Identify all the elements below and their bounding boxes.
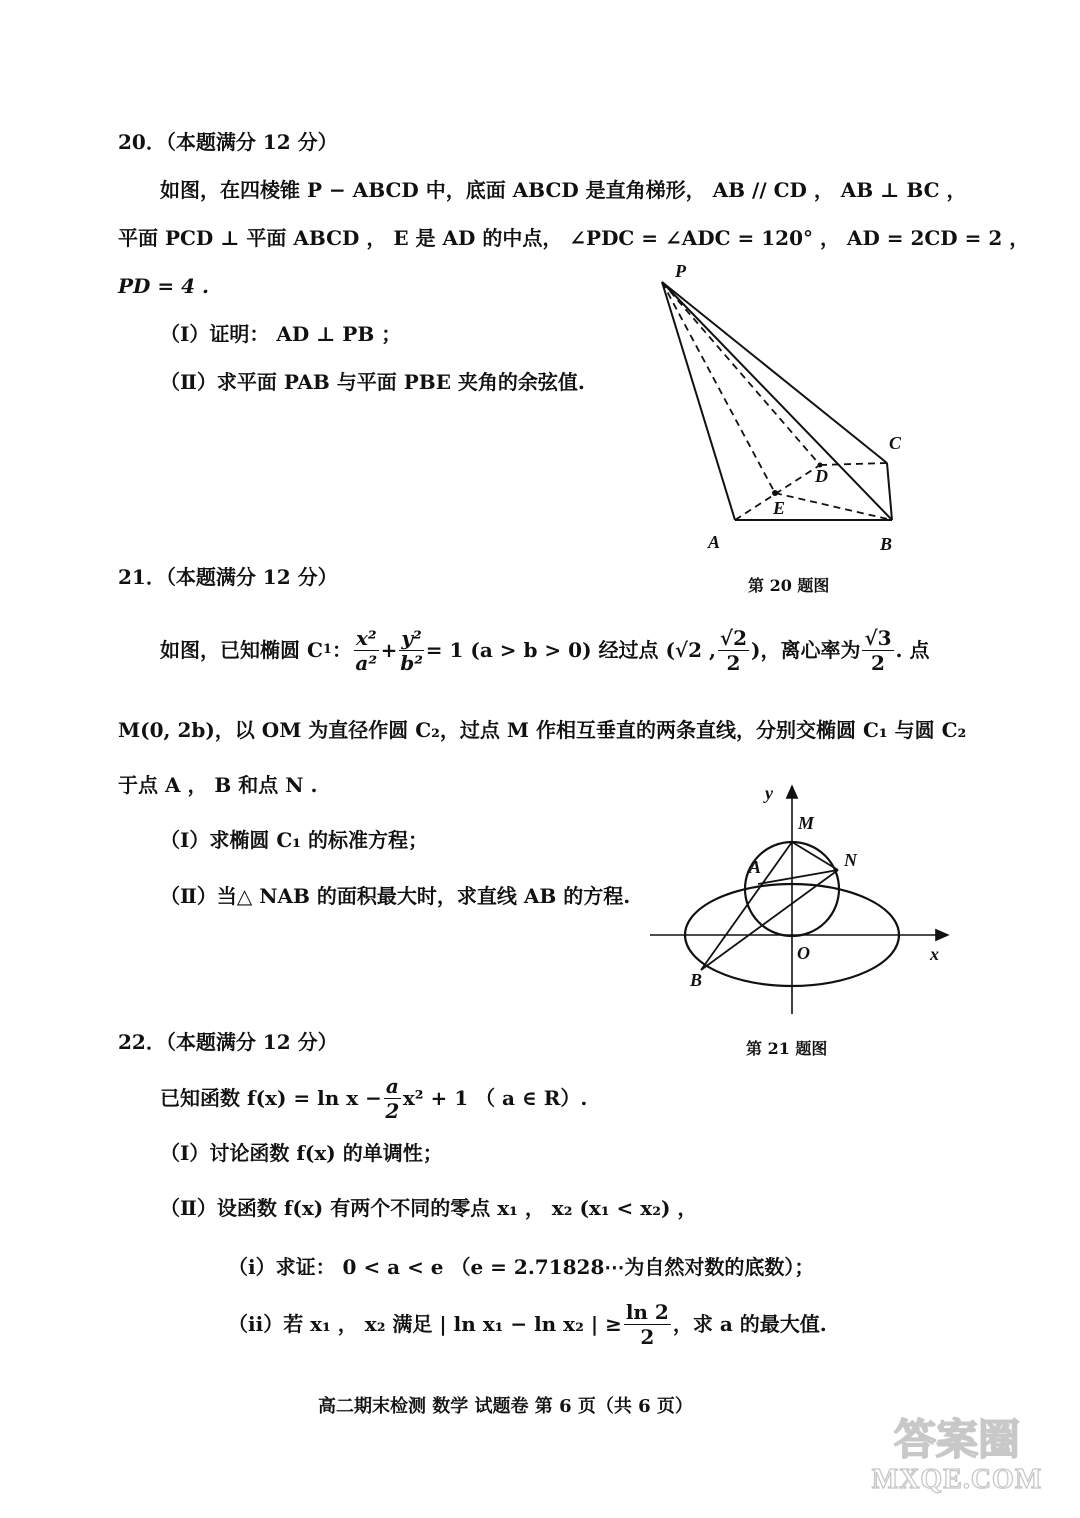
q21-part1: （Ⅰ）求椭圆 C₁ 的标准方程； <box>160 828 428 852</box>
q20-line3: PD = 4 . <box>118 274 209 298</box>
q22-sub2 <box>228 1296 827 1352</box>
q21-line1-c: )，离心率为 <box>750 638 861 662</box>
q21-line3: 于点 A ， B 和点 N . <box>118 773 318 797</box>
q20-part1: （Ⅰ）证明： AD ⊥ PB ； <box>160 322 402 346</box>
frac-den: 2 <box>640 1324 655 1349</box>
q21-title: 21．（本题满分 12 分） <box>118 565 338 589</box>
q21-part2: （Ⅱ）当△ NAB 的面积最大时，求直线 AB 的方程. <box>160 884 631 908</box>
frac-a-2 <box>384 1074 401 1123</box>
label-n: N <box>844 850 857 870</box>
label-b: B <box>880 534 893 554</box>
q22-sub2-a: （ii）若 x₁ ， x₂ 满足 | ln x₁ − ln x₂ | ≥ <box>228 1312 622 1336</box>
q20-part2: （Ⅱ）求平面 PAB 与平面 PBE 夹角的余弦值. <box>160 370 585 394</box>
label-o: O <box>797 943 810 963</box>
frac-num: y² <box>401 625 422 650</box>
frac-den: 2 <box>726 650 741 675</box>
q20-pyramid-figure <box>640 255 940 565</box>
frac-num: ln 2 <box>625 1299 669 1324</box>
q21-line1 <box>160 618 929 682</box>
label-d: D <box>815 466 828 486</box>
q20-figure-caption: 第 20 题图 <box>748 576 830 595</box>
watermark-text: 答案圈 <box>893 1418 1021 1464</box>
frac-sqrt2-2 <box>718 626 749 675</box>
frac-num: √3 <box>864 625 892 650</box>
q20-line2: 平面 PCD ⊥ 平面 ABCD ， E 是 AD 的中点， ∠PDC = ∠ADC = 120° ， AD = 2CD = 2 ， <box>118 226 1030 250</box>
label-b: B <box>690 970 703 990</box>
q21-line1-b: = 1 (a > b > 0) 经过点 (√2 , <box>425 638 716 662</box>
q22-title: 22．（本题满分 12 分） <box>118 1030 338 1054</box>
frac-y2-b2 <box>399 626 423 675</box>
q21-line2: M(0, 2b)，以 OM 为直径作圆 C₂，过点 M 作相互垂直的两条直线，分别交椭圆 C₁ 与圆 C₂ <box>118 718 967 742</box>
watermark-url: MXQE.COM <box>871 1464 1043 1495</box>
q22-part1: （Ⅰ）讨论函数 f(x) 的单调性； <box>160 1141 443 1165</box>
watermark-logo <box>862 1406 1052 1496</box>
q22-line1 <box>160 1070 587 1126</box>
q21-line1-colon: ： <box>331 638 352 662</box>
frac-den: 2 <box>385 1098 400 1123</box>
q22-sub2-b: ，求 a 的最大值. <box>672 1312 827 1336</box>
q22-part2: （Ⅱ）设函数 f(x) 有两个不同的零点 x₁ ， x₂ (x₁ < x₂) ， <box>160 1196 698 1220</box>
label-e: E <box>773 498 786 518</box>
q21-line1-sub: 1 <box>322 642 332 657</box>
frac-num: √2 <box>719 625 747 650</box>
q21-line1-d: . 点 <box>895 638 930 662</box>
q21-figure-caption: 第 21 题图 <box>746 1039 828 1058</box>
frac-num: a <box>385 1073 399 1098</box>
q22-line1-b: x² + 1 （ a ∈ R）. <box>402 1086 588 1110</box>
q22-line1-a: 已知函数 f(x) = ln x − <box>160 1086 382 1110</box>
plus-sign: + <box>380 638 398 662</box>
q21-ellipse-figure <box>640 778 960 1018</box>
frac-num: x² <box>355 625 377 650</box>
frac-x2-a2 <box>354 626 379 675</box>
q20-line1: 如图，在四棱锥 P − ABCD 中，底面 ABCD 是直角梯形， AB // CD ， AB ⊥ BC ， <box>160 178 967 202</box>
frac-den: a² <box>355 650 378 675</box>
frac-den: b² <box>400 650 423 675</box>
label-c: C <box>889 433 902 453</box>
label-m: M <box>798 813 815 833</box>
label-a: A <box>708 532 721 552</box>
label-y: y <box>765 783 773 803</box>
page-footer: 高二期末检测 数学 试题卷 第 6 页（共 6 页） <box>318 1396 693 1417</box>
frac-den: 2 <box>871 650 885 675</box>
frac-sqrt3-2 <box>862 626 893 675</box>
q20-title: 20．（本题满分 12 分） <box>118 130 338 154</box>
q22-sub1: （i）求证： 0 < a < e （e = 2.71828⋯为自然对数的底数）； <box>228 1255 815 1279</box>
frac-ln2-2 <box>624 1300 671 1349</box>
label-a: A <box>749 857 762 877</box>
q21-line1-a: 如图，已知椭圆 C <box>160 638 323 662</box>
label-p: P <box>675 261 686 281</box>
label-x: x <box>930 944 939 964</box>
